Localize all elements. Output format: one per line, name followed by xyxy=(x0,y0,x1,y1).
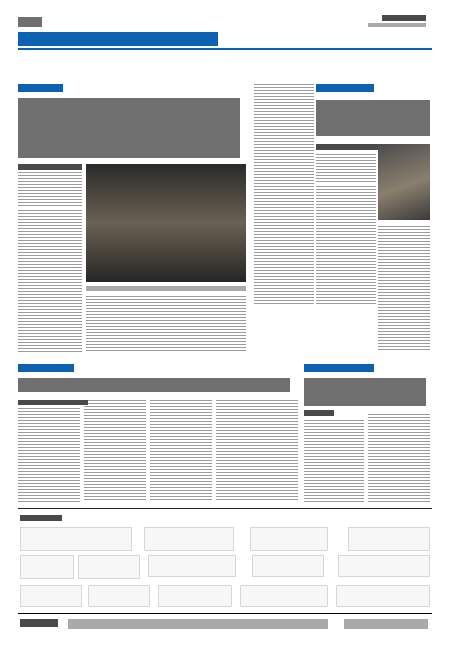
article-headline xyxy=(18,378,290,392)
secondary-article xyxy=(254,84,432,354)
partner-logo xyxy=(348,527,430,551)
partner-logo xyxy=(250,527,328,551)
article-dateline xyxy=(18,400,88,405)
article-intro xyxy=(316,154,376,182)
partner-logo xyxy=(88,585,150,607)
article-body xyxy=(304,420,364,502)
article-body-col-2 xyxy=(84,400,146,502)
partner-logo xyxy=(252,555,324,577)
footer-collaboration xyxy=(344,619,428,629)
partner-logo xyxy=(20,555,74,579)
bottom-article-right xyxy=(304,364,432,504)
article-body xyxy=(18,210,82,352)
partner-logo xyxy=(158,585,232,607)
article-headline xyxy=(18,98,240,158)
footer-masthead xyxy=(20,619,58,627)
footer-credits xyxy=(68,619,328,629)
partner-logo xyxy=(240,585,328,607)
article-body xyxy=(254,84,314,306)
partner-logo xyxy=(20,585,82,607)
article-body-col-2 xyxy=(86,296,246,352)
bottom-article-left xyxy=(18,364,300,504)
partner-logo xyxy=(336,585,430,607)
lead-article xyxy=(18,84,248,354)
article-body-col-3 xyxy=(378,226,430,352)
partner-logo xyxy=(20,527,132,551)
article-body-col-2 xyxy=(368,414,430,502)
header-rule xyxy=(18,48,432,50)
section-tag xyxy=(18,364,74,372)
article-subheadline xyxy=(316,144,380,150)
page-header xyxy=(18,14,432,61)
article-intro xyxy=(18,172,82,206)
article-body-col-3 xyxy=(150,400,212,502)
partners-section xyxy=(18,508,432,647)
article-photo xyxy=(378,144,430,220)
article-byline xyxy=(304,410,334,416)
article-subheadline xyxy=(18,164,82,170)
newspaper-masthead xyxy=(382,15,426,21)
partner-logo xyxy=(78,555,140,579)
section-tag xyxy=(316,84,374,92)
photo-caption xyxy=(86,286,246,291)
header-dateline xyxy=(368,23,426,27)
article-body xyxy=(18,408,80,502)
article-photo xyxy=(86,164,246,282)
partner-logo xyxy=(148,555,236,577)
article-body-col-2 xyxy=(316,186,376,306)
partner-logo xyxy=(144,527,234,551)
page-number xyxy=(18,17,42,27)
article-body-col-4 xyxy=(216,400,298,502)
article-headline xyxy=(316,100,430,136)
footer-rule xyxy=(18,613,432,614)
section-tag xyxy=(18,84,63,92)
article-headline xyxy=(304,378,426,406)
partners-heading xyxy=(20,515,62,521)
section-title xyxy=(18,32,218,46)
section-tag xyxy=(304,364,374,372)
partner-logo xyxy=(338,555,430,577)
